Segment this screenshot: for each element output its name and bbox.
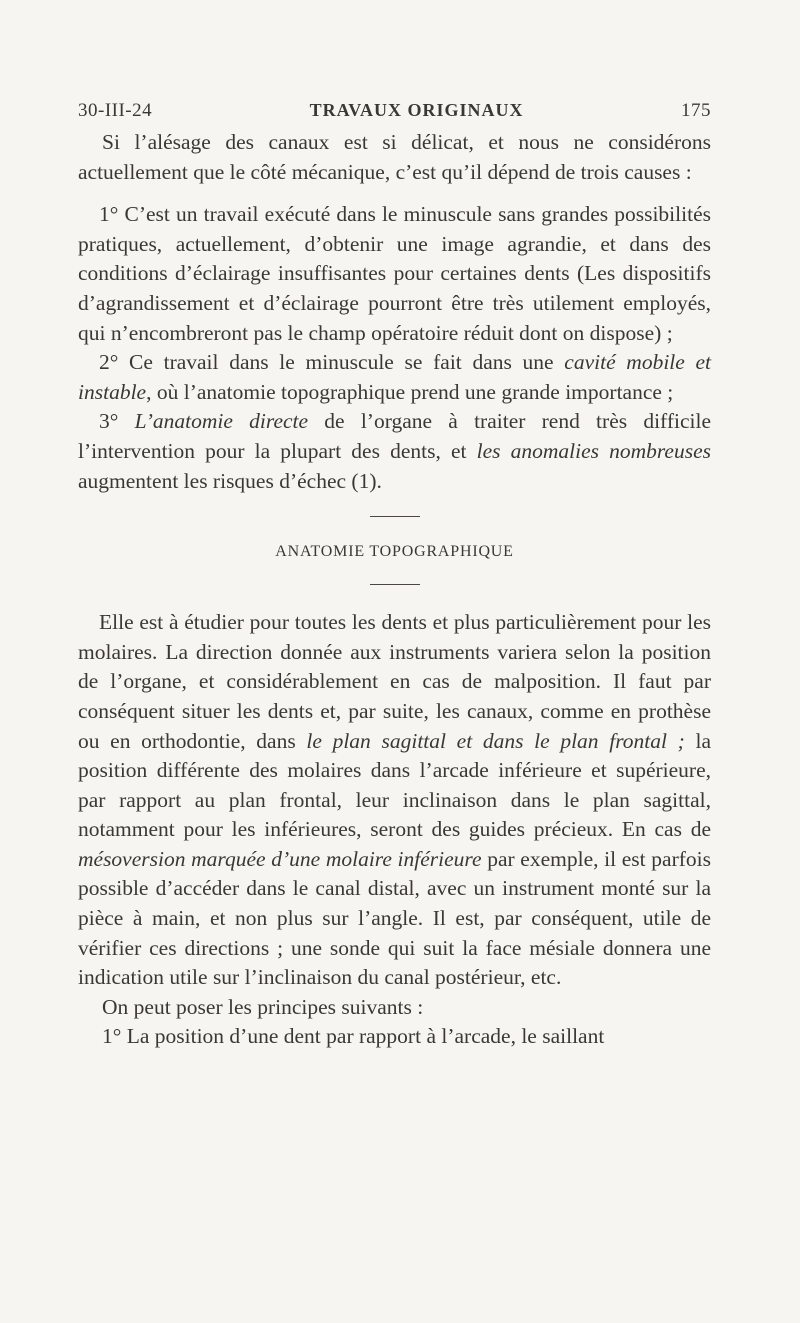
cause-item-2-text: 2° Ce travail dans le minuscule se fait dans une bbox=[99, 350, 565, 375]
body-paragraph-2: On peut poser les principes suivants : bbox=[102, 994, 424, 1019]
header-date: 30-III-24 bbox=[78, 100, 153, 121]
intro-paragraph: Si l’alésage des canaux est si délicat, et nous ne considérons actuellement que le côté mécanique, c’est qu’il dépend de trois causes : bbox=[78, 130, 711, 184]
body-paragraph-1-text-2: la position différente des molaires dans l’arcade inférieure et supérieure, par rapport au plan frontal, leur inclinaison dans le plan sagittal, notamment pour les inférieures, seront des guides précieux. En cas de bbox=[78, 728, 711, 842]
cause-item-3-number: 3° bbox=[99, 409, 135, 434]
document-page bbox=[78, 100, 711, 1052]
cause-item-3-text: de l’organe à traiter rend très difficile l’intervention pour la plupart des dents, et bbox=[78, 409, 711, 463]
body-paragraph-1-emphasis-1: le plan sagittal et dans le plan frontal ; bbox=[306, 728, 685, 753]
cause-item-3 bbox=[78, 407, 711, 496]
cause-item-3-emphasis-1: L’anatomie directe bbox=[134, 409, 309, 434]
cause-item-2-emphasis: cavité mobile et instable bbox=[78, 350, 712, 404]
page-number: 175 bbox=[680, 100, 711, 121]
section-rule-bottom bbox=[370, 584, 420, 585]
running-header bbox=[78, 100, 711, 122]
cause-item-1: 1° C’est un travail exécuté dans le minuscule sans grandes possibilités pratiques, actuellement, d’obtenir une image agrandie, et dans des conditions d’éclairage insuffisantes pour certaines dents (Les dispositifs d’agrandissement et d’éclairage pourront être très utilement employés, qui n’encombreront pas le champ opératoire réduit dont on dispose) ; bbox=[78, 202, 711, 345]
body-paragraph-3: 1° La position d’une dent par rapport à l’arcade, le saillant bbox=[102, 1024, 605, 1049]
header-title: TRAVAUX ORIGINAUX bbox=[309, 100, 524, 120]
section-rule-top bbox=[370, 516, 420, 517]
body-paragraph-1-emphasis-2: mésoversion marquée d’une molaire inférieure bbox=[78, 846, 482, 871]
section-heading: ANATOMIE TOPOGRAPHIQUE bbox=[275, 543, 514, 561]
body-paragraph-1-text-3: par exemple, il est parfois possible d’accéder dans le canal distal, avec un instrument monté sur la pièce à main, et non plus sur l’angle. Il est, par conséquent, utile de vérifier ces directions ; une sonde qui suit la face mésiale donnera une indication utile sur l’inclinaison du canal postérieur, etc. bbox=[78, 846, 711, 990]
cause-item-3-text-end: augmentent les risques d’échec (1). bbox=[78, 468, 382, 493]
cause-item-3-emphasis-2: les anomalies nombreuses bbox=[476, 438, 712, 463]
cause-item-2-text-end: , où l’anatomie topographique prend une grande importance ; bbox=[146, 379, 674, 404]
body-paragraph-1 bbox=[78, 608, 711, 993]
body-paragraph-1-text: Elle est à étudier pour toutes les dents et plus particulièrement pour les molaires. La direction donnée aux instruments variera selon la position de l’organe, et considérablement en cas de malposition. Il faut par conséquent situer les dents et, par suite, les canaux, comme en prothèse ou en orthodontie, dans bbox=[78, 610, 711, 753]
cause-item-2 bbox=[78, 348, 711, 407]
body-text bbox=[78, 128, 711, 1052]
